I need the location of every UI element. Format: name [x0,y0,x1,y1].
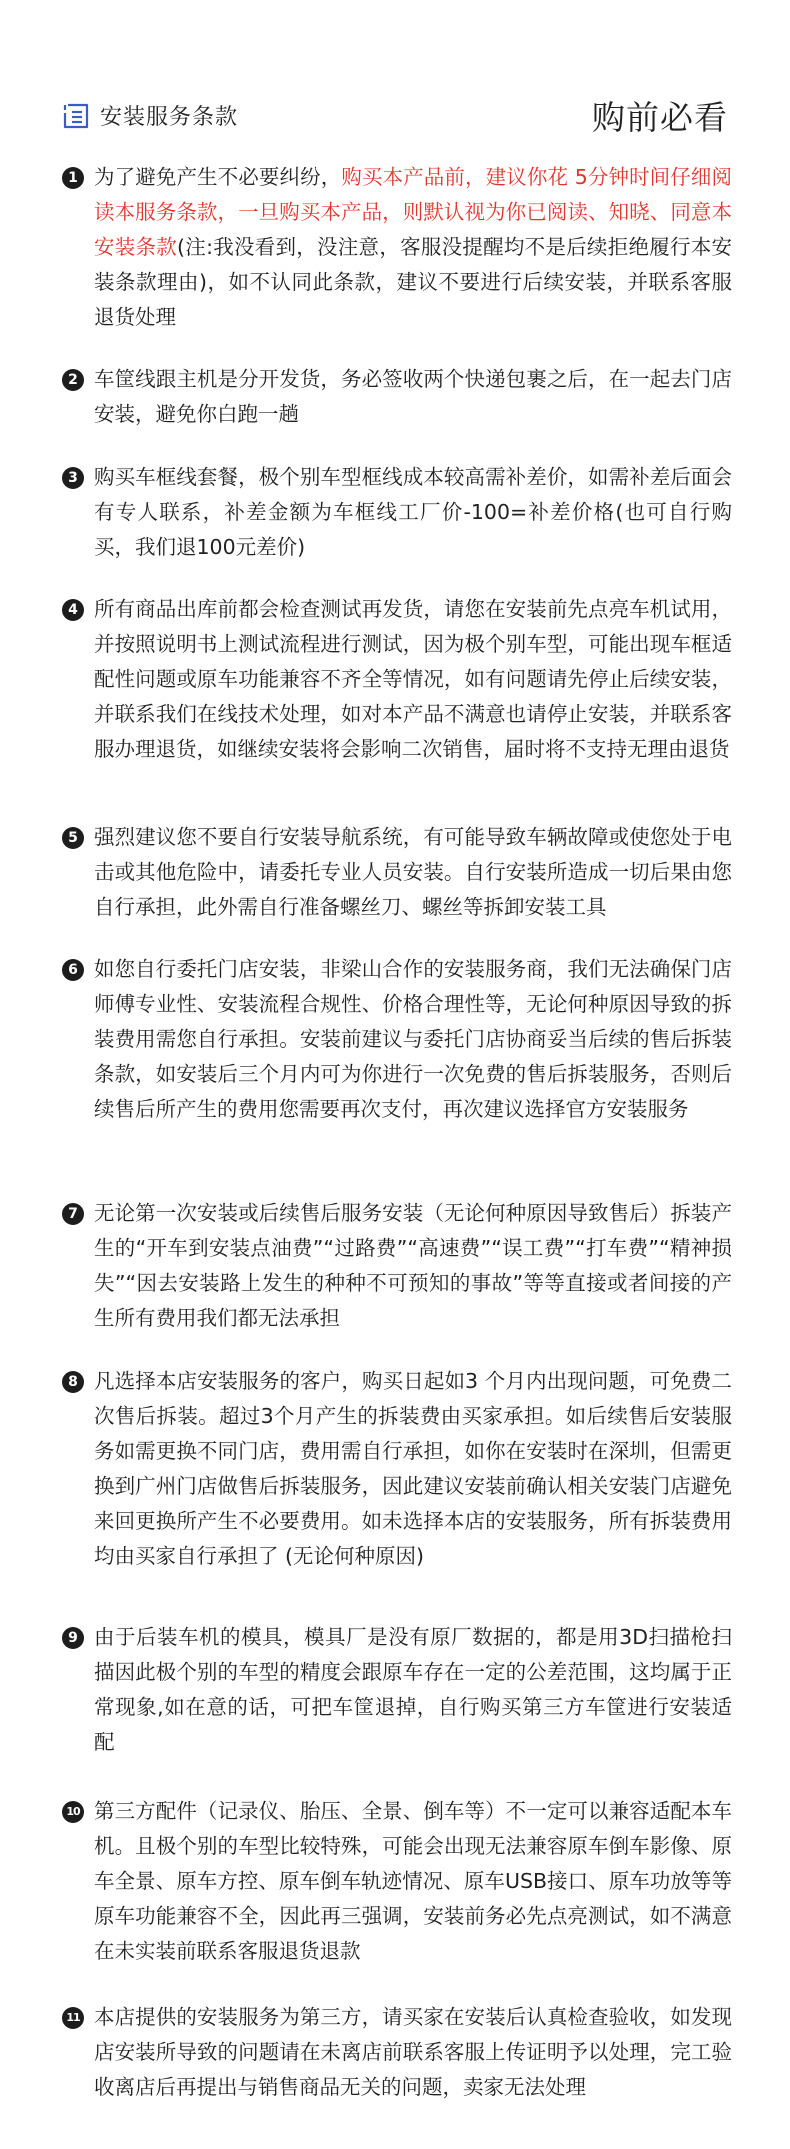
term-number-badge: 1 [62,167,84,189]
page-title: 安装服务条款 [100,105,239,130]
term-text [94,952,732,1127]
term-text-part: 由于后装车机的模具，模具厂是没有原厂数据的，都是用3D扫描枪扫描因此极个别的车型的精度会跟原车存在一定的公差范围，这均属于正常现象,如在意的话，可把车筐退掉，自行购买第三方车筐进行安装适配 [94,1625,732,1754]
term-text [94,592,732,767]
term-text-part: 本店提供的安装服务为第三方，请买家在安装后认真检查验收，如发现店安装所导致的问题请在未离店前联系客服上传证明予以处理，完工验收离店后再提出与销售商品无关的问题，卖家无法处理 [94,2005,732,2099]
term-text-highlight: 购买本产品前，建议你花 5分钟时间仔细阅读本服务条款，一旦购买本产品，则默认视为你已阅读、知晓、同意本安装条款 [94,165,733,259]
term-item-4 [62,592,732,767]
term-item-11 [62,2000,732,2105]
term-item-5 [62,820,732,925]
term-text-part: 强烈建议您不要自行安装导航系统，有可能导致车辆故障或使您处于电击或其他危险中，请委托专业人员安装。自行安装所造成一切后果由您自行承担，此外需自行准备螺丝刀、螺丝等拆卸安装工具 [94,825,732,919]
term-number-badge: 11 [62,2007,84,2029]
term-number-badge: 8 [62,1371,84,1393]
term-number-badge: 9 [62,1627,84,1649]
term-text-part: 第三方配件（记录仪、胎压、全景、倒车等）不一定可以兼容适配本车机。且极个别的车型比较特殊，可能会出现无法兼容原车倒车影像、原车全景、原车方控、原车倒车轨迹情况、原车USB接口、原车功放等等原车功能兼容不全，因此再三强调，安装前务必先点亮测试，如不满意在未实装前联系客服退货退款 [94,1799,732,1963]
term-item-8 [62,1364,732,1574]
term-text-part: 无论第一次安装或后续售后服务安装（无论何种原因导致售后）拆装产生的“开车到安装点油费”“过路费”“高速费”“误工费”“打车费”“精神损失”“因去安装路上发生的种种不可预知的事故”等等直接或者间接的产生所有费用我们都无法承担 [94,1201,732,1330]
term-text [94,460,732,565]
term-number-badge: 10 [62,1801,84,1823]
term-text [94,1364,732,1574]
term-number-badge: 4 [62,599,84,621]
term-item-10 [62,1794,732,1969]
term-number-badge: 2 [62,369,84,391]
term-text-part: 如您自行委托门店安装，非梁山合作的安装服务商，我们无法确保门店师傅专业性、安装流程合规性、价格合理性等，无论何种原因导致的拆装费用需您自行承担。安装前建议与委托门店协商妥当后续的售后拆装条款，如安装后三个月内可为你进行一次免费的售后拆装服务，否则后续售后所产生的费用您需要再次支付，再次建议选择官方安装服务 [94,957,732,1121]
term-text-part: (注:我没看到，没注意，客服没提醒均不是后续拒绝履行本安装条款理由)，如不认同此条款，建议不要进行后续安装，并联系客服退货处理 [94,235,732,329]
term-text-part: 车筐线跟主机是分开发货，务必签收两个快递包裹之后，在一起去门店安装，避免你白跑一趟 [94,367,732,426]
term-text [94,820,732,925]
page-header [62,92,728,144]
document-list-icon [62,103,90,129]
term-item-7 [62,1196,732,1336]
term-number-badge: 5 [62,827,84,849]
page-subtitle: 购前必看 [592,98,728,137]
term-text [94,362,732,432]
term-number-badge: 7 [62,1203,84,1225]
term-item-6 [62,952,732,1127]
term-number-badge: 3 [62,467,84,489]
term-text [94,1794,732,1969]
term-text-part: 所有商品出库前都会检查测试再发货，请您在安装前先点亮车机试用，并按照说明书上测试流程进行测试，因为极个别车型，可能出现车框适配性问题或原车功能兼容不齐全等情况，如有问题请先停止后续安装，并联系我们在线技术处理，如对本产品不满意也请停止安装，并联系客服办理退货，如继续安装将会影响二次销售，届时将不支持无理由退货 [94,597,732,761]
term-text [94,1620,732,1760]
term-text-part: 凡选择本店安装服务的客户，购买日起如3 个月内出现问题，可免费二次售后拆装。超过3个月产生的拆装费由买家承担。如后续售后安装服务如需更换不同门店，费用需自行承担，如你在安装时在深圳，但需更换到广州门店做售后拆装服务，因此建议安装前确认相关安装门店避免来回更换所产生不必要费用。如未选择本店的安装服务，所有拆装费用均由买家自行承担了 (无论何种原因) [94,1369,732,1568]
term-item-2 [62,362,732,432]
term-item-3 [62,460,732,565]
term-text [94,2000,732,2105]
term-text-part: 购买车框线套餐，极个别车型框线成本较高需补差价，如需补差后面会有专人联系，补差金额为车框线工厂价-100=补差价格(也可自行购买，我们退100元差价) [94,465,732,559]
header-left [62,100,238,131]
term-item-1 [62,160,732,335]
term-text [94,1196,732,1336]
term-item-9 [62,1620,732,1760]
term-text-part: 为了避免产生不必要纠纷， [94,165,342,189]
term-text [94,160,732,335]
term-number-badge: 6 [62,959,84,981]
